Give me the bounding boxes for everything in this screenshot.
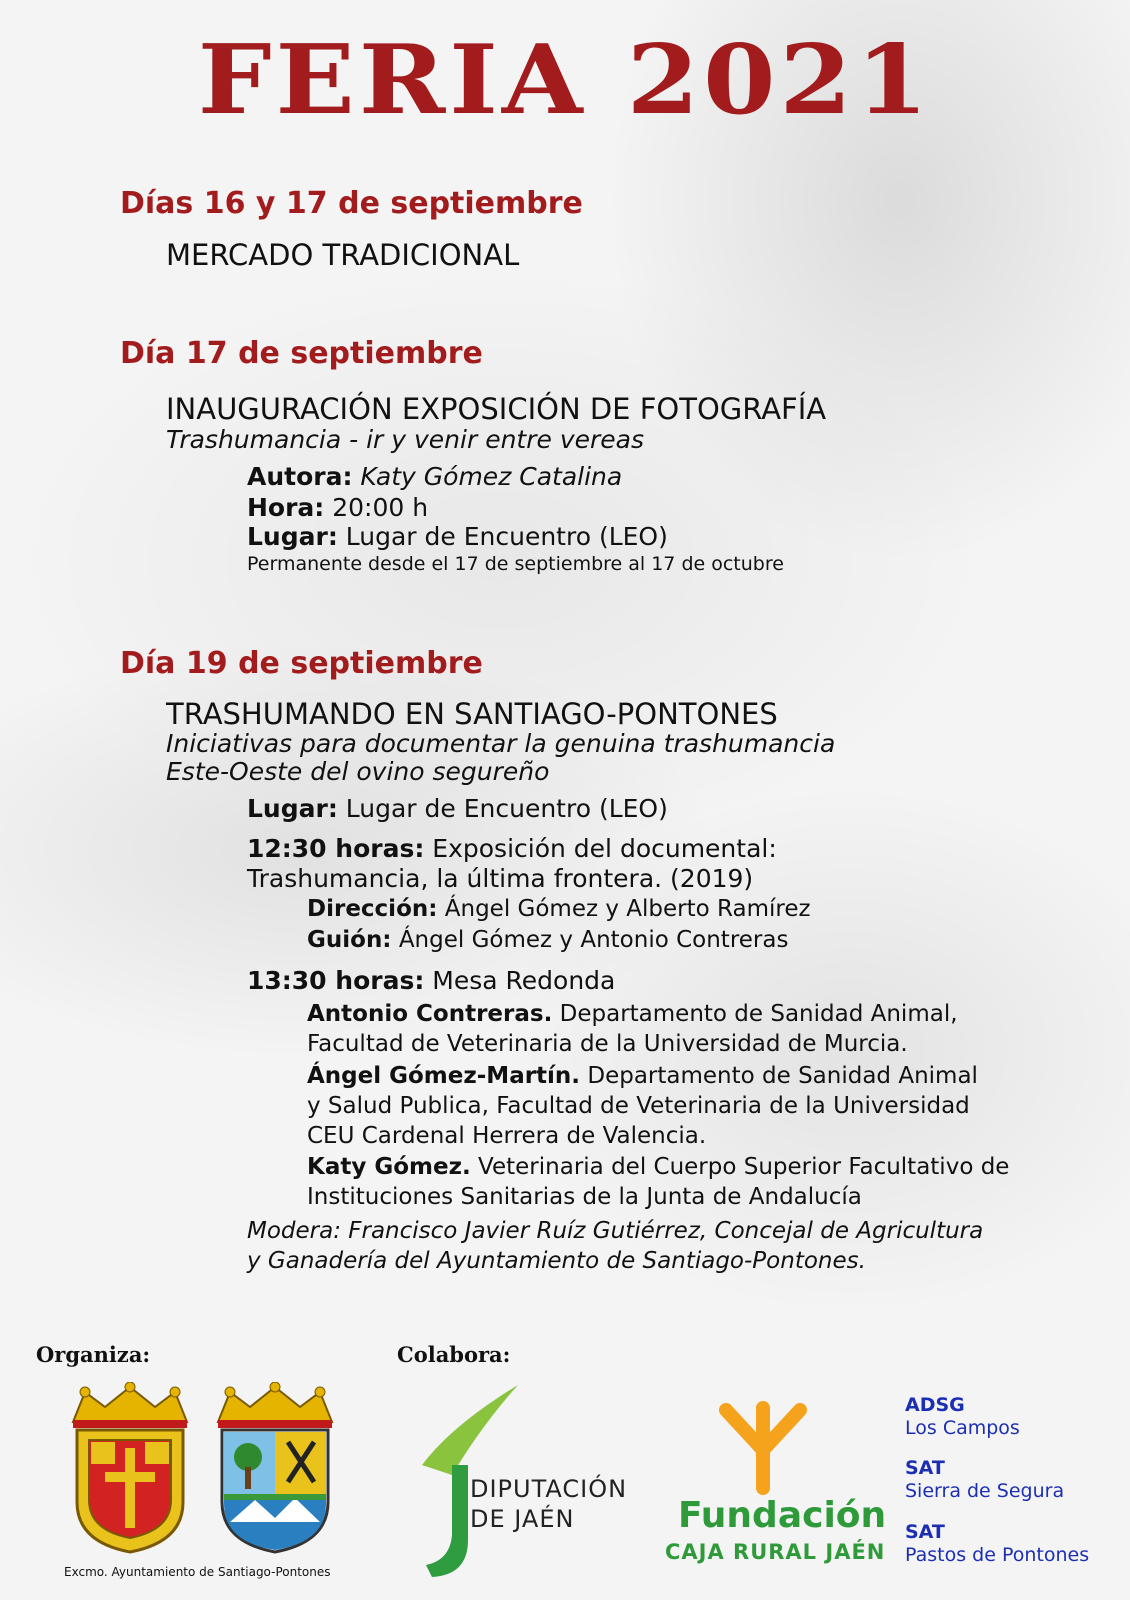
collaborator-place: Pastos de Pontones (905, 1544, 1090, 1566)
event-subtitle-3b: Este-Oeste del ovino segureño (166, 757, 550, 786)
section-date-2: Día 17 de septiembre (120, 336, 483, 371)
colabora-label: Colabora: (397, 1342, 511, 1367)
coat-of-arms-2-icon (200, 1382, 350, 1557)
lugar-label: Lugar: (247, 522, 338, 551)
panelist-text: Departamento de Sanidad Animal (587, 1063, 978, 1089)
panelist-1 (307, 999, 958, 1059)
diputacion-line: DE JAÉN (470, 1505, 575, 1533)
permanent-note: Permanente desde el 17 de septiembre al 17 de octubre (247, 553, 784, 575)
time-row-1230 (247, 834, 777, 863)
caja-rural-text: CAJA RURAL JAÉN (665, 1540, 886, 1564)
moderator (247, 1216, 983, 1276)
moderator-text: y Ganadería del Ayuntamiento de Santiago-Pontones. (247, 1248, 866, 1274)
fundacion-logo-icon (718, 1400, 808, 1495)
time-desc: Mesa Redonda (432, 966, 616, 995)
panelist-3 (307, 1152, 1009, 1212)
direccion-label: Dirección: (307, 896, 438, 922)
direccion-value: Ángel Gómez y Alberto Ramírez (444, 896, 811, 922)
autora-label: Autora: (247, 462, 353, 491)
collaborator-name: ADSG (905, 1394, 965, 1416)
collaborator-1 (905, 1394, 1020, 1440)
panelist-2 (307, 1061, 978, 1151)
panelist-text: Veterinaria del Cuerpo Superior Facultativo de (478, 1154, 1010, 1180)
documentary-title: Trashumancia, la última frontera. (2019) (247, 864, 754, 893)
hora-label: Hora: (247, 493, 325, 522)
time-label: 13:30 horas: (247, 966, 425, 995)
collaborator-name: SAT (905, 1521, 945, 1543)
panelist-text: Facultad de Veterinaria de la Universidad de Murcia. (307, 1031, 908, 1057)
lugar-value: Lugar de Encuentro (LEO) (345, 794, 668, 823)
lugar-label: Lugar: (247, 794, 338, 823)
collaborator-2 (905, 1457, 1064, 1503)
collaborator-place: Sierra de Segura (905, 1480, 1065, 1502)
panelist-name: Katy Gómez. (307, 1154, 471, 1180)
section-date-1: Días 16 y 17 de septiembre (120, 186, 583, 221)
coat-of-arms-1-icon (55, 1382, 205, 1557)
guion-row (307, 927, 788, 953)
event-subtitle-2: Trashumancia - ir y venir entre vereas (166, 425, 645, 454)
guion-value: Ángel Gómez y Antonio Contreras (398, 927, 789, 953)
guion-label: Guión: (307, 927, 392, 953)
collaborator-3 (905, 1521, 1089, 1567)
panelist-name: Antonio Contreras. (307, 1001, 553, 1027)
panelist-text: Instituciones Sanitarias de la Junta de Andalucía (307, 1184, 862, 1210)
event-title-2: INAUGURACIÓN EXPOSICIÓN DE FOTOGRAFÍA (166, 392, 827, 426)
ayuntamiento-caption: Excmo. Ayuntamiento de Santiago-Pontones (64, 1565, 331, 1579)
lugar-row-3 (247, 794, 668, 823)
organiza-label: Organiza: (36, 1342, 151, 1367)
diputacion-line: DIPUTACIÓN (470, 1475, 628, 1503)
time-desc: Exposición del documental: (432, 834, 777, 863)
hora-value: 20:00 h (332, 493, 429, 522)
time-label: 12:30 horas: (247, 834, 425, 863)
panelist-name: Ángel Gómez-Martín. (307, 1063, 581, 1089)
collaborator-name: SAT (905, 1457, 945, 1479)
panelist-text: Departamento de Sanidad Animal, (559, 1001, 958, 1027)
fundacion-text: Fundación (678, 1495, 887, 1536)
autora-value: Katy Gómez Catalina (360, 462, 623, 491)
event-title-1: MERCADO TRADICIONAL (166, 238, 520, 272)
hora-row (247, 493, 428, 522)
autora-row (247, 462, 622, 491)
event-subtitle-3a: Iniciativas para documentar la genuina trashumancia (166, 729, 836, 758)
lugar-value: Lugar de Encuentro (LEO) (345, 522, 668, 551)
section-date-3: Día 19 de septiembre (120, 646, 483, 681)
panelist-text: CEU Cardenal Herrera de Valencia. (307, 1123, 707, 1149)
panelist-text: y Salud Publica, Facultad de Veterinaria de la Universidad (307, 1093, 970, 1119)
direccion-row (307, 896, 811, 922)
collaborator-place: Los Campos (905, 1417, 1020, 1439)
poster-title: FERIA 2021 (197, 22, 933, 137)
lugar-row-2 (247, 522, 668, 551)
moderator-text: Modera: Francisco Javier Ruíz Gutiérrez, Concejal de Agricultura (247, 1218, 984, 1244)
diputacion-text (470, 1474, 627, 1534)
time-row-1330 (247, 966, 615, 995)
event-title-3: TRASHUMANDO EN SANTIAGO-PONTONES (166, 697, 778, 731)
